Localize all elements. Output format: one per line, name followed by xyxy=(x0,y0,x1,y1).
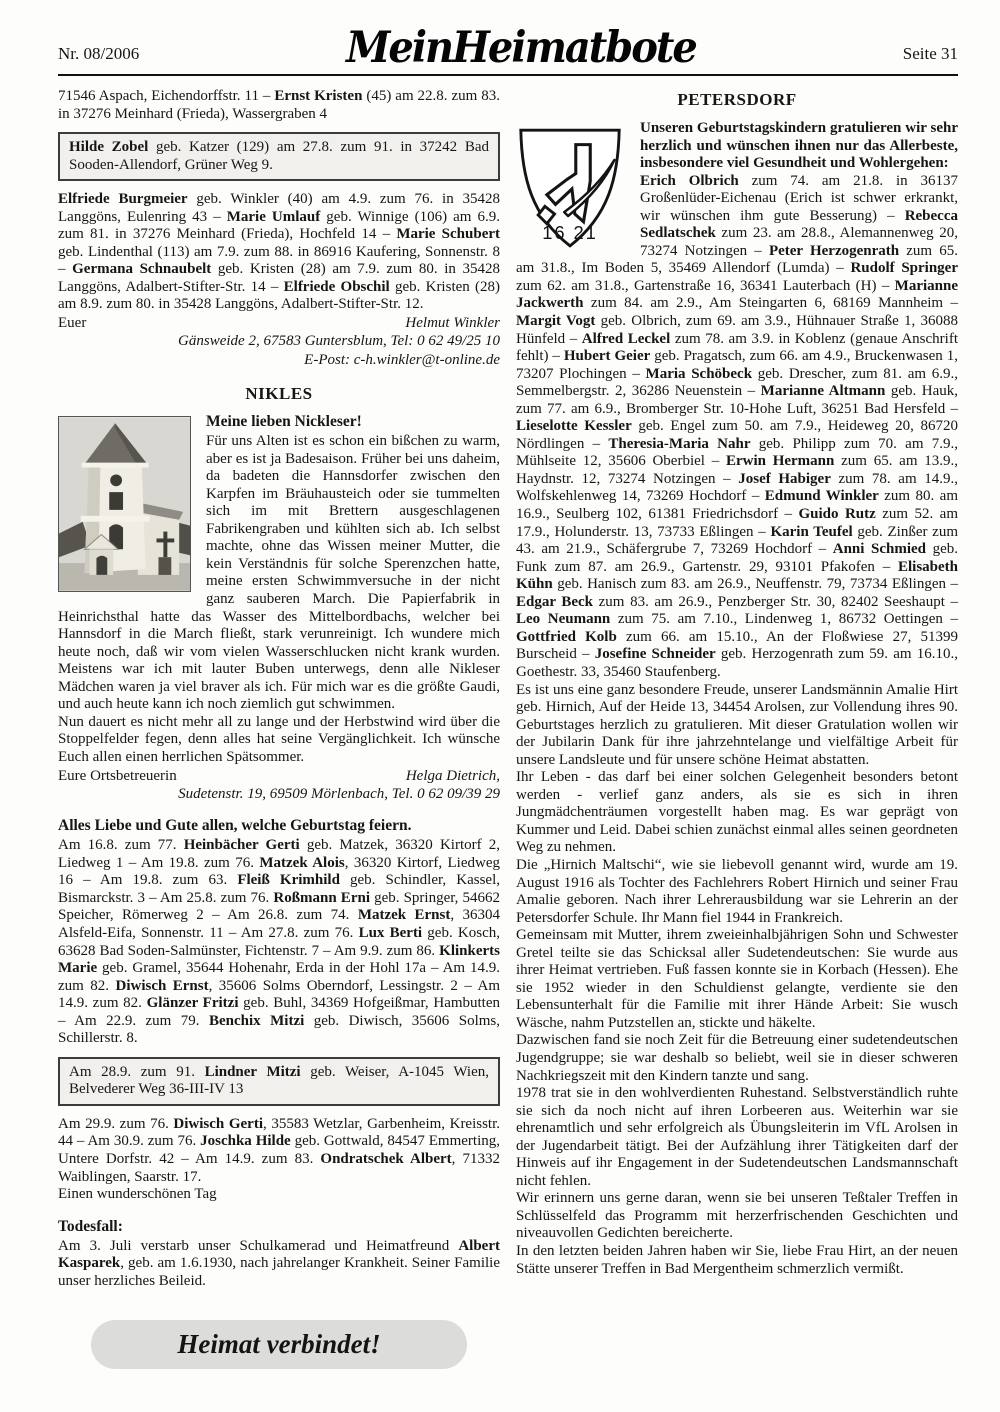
hirt-paragraph-6: 1978 trat sie in den wohlverdienten Ruhestand. Selbstverständlich ruhte sie sich da noch nicht auf ihren Lorbeeren aus. Weiterhin war sie ehrenamtlich und sehr erfolgreich als Übungsleiterin im VfL Arolsen in der Jugendarbeit tätigt. Bei der Aufzählung ihrer Tätigkeiten darf der Hinweis auf ihr Engagement in der Sudetendeutschen Landsmannschaft nicht fehlen. xyxy=(516,1085,958,1189)
hirt-paragraph-5: Dazwischen fand sie noch Zeit für die Betreuung einer sudetendeutschen Jugendgruppe; sie war deshalb so beliebt, weil sie in dieser schweren Nachkriegszeit mit den Kindern tanzte und sang. xyxy=(516,1032,958,1084)
carryover-paragraph: 71546 Aspach, Eichendorffstr. 11 – Ernst Kristen (45) am 22.8. zum 83. in 37276 Meinhard (Frieda), Wassergraben 4 xyxy=(58,88,501,122)
petersdorf-names-paragraph: Erich Olbrich zum 74. am 21.8. in 36137 Großenlüder-Eichenau (Erich ist schwer erkrankt, wir wünschen ihm gute Besserung) – Rebecca Sedlatschek zum 23. am 28.8., Alemannenweg 20, 73274 Notzingen – Peter Herzogenrath zum 65. am 31.8., Im Boden 5, 35469 Allendorf (Lumda) – Rudolf Springer zum 62. am 31.8., Gartenstraße 16, 36341 Lauterbach (H) – Marianne Jackwerth zum 84. am 2.9., Am Steingarten 6, 68169 Mannheim – Margit Vogt geb. Olbrich, zum 69. am 3.9., Hühnauer Straße 1, 36088 Hünfeld – Alfred Leckel zum 78. am 3.9. in Koblenz (genaue Anschrift fehlt) – Hubert Geier geb. Pragatsch, zum 66. am 4.9., Bruckenwasen 1, 73207 Plochingen – Maria Schöbeck geb. Drescher, zum 81. am 6.9., Semmelbergstr. 2, 36286 Neuenstein – Marianne Altmann geb. Hauk, zum 77. am 6.9., Bromberger Str. 10-Hohe Luft, 36251 Bad Hersfeld – Lieselotte Kessler geb. Engel zum 50. am 7.9., Heideweg 20, 86720 Nördlingen – Theresia-Maria Nahr geb. Philipp zum 70. am 7.9., Mühlseite 12, 35606 Oberbiel – Erwin Hermann zum 65. am 13.9., Haydnstr. 12, 73274 Notzingen – Josef Habiger zum 78. am 14.9., Wolfskehlenweg 14, 73269 Hochdorf – Edmund Winkler zum 80. am 16.9., Seulberg 102, 61381 Friedrichsdorf – Guido Rutz zum 52. am 17.9., Holunderstr. 13, 73733 Eßlingen – Karin Teufel geb. Zinßer zum 43. am 21.9., Schäfergrube 7, 73269 Hochdorf – Anni Schmied geb. Funk zum 87. am 26.9., Gartenstr. 29, 93101 Pfakofen – Elisabeth Kühn geb. Hanisch zum 83. am 26.9., Neuffenstr. 79, 73734 Eßlingen – Edgar Beck zum 83. am 26.9., Penzberger Str. 30, 82402 Seeshaupt – Leo Neumann zum 75. am 7.10., Lindenweg 1, 86732 Oettingen – Gottfried Kolb zum 66. am 15.10., An der Floßwiese 27, 51399 Burscheid – Josefine Schneider geb. Herzogenrath zum 59. am 16.10., Goethestr. 33, 35460 Staufenberg. xyxy=(516,172,959,680)
crest-year-label: 16 21 xyxy=(542,222,598,244)
nikles-section-heading: NIKLES xyxy=(245,383,313,403)
signature-name: Helmut Winkler xyxy=(405,315,500,332)
signature-block-winkler xyxy=(58,314,500,370)
petersdorf-intro: Unseren Geburtstagskindern gratulieren wir sehr herzlich und wünschen ihnen nur das Allerbeste, insbesondere viel Gesundheit und Wohlergehen: xyxy=(640,120,958,172)
birthday-closing: Einen wunderschönen Tag xyxy=(58,1186,217,1203)
hirt-paragraph-3: Die „Hirnich Maltschi“, wie sie liebevoll genannt wird, wurde am 19. August 1916 als Tochter des Fachlehrers Robert Hirnich und seiner Frau Amalie geboren. Nach ihrer Lehrerausbildung war sie Lehrerin an der Petersdorfer Schule. Ihr Mann fiel 1944 in Frankreich. xyxy=(516,856,958,926)
death-paragraph: Am 3. Juli verstarb unser Schulkamerad und Heimatfreund Albert Kasparek, geb. am 1.6.1930, nach jahrelanger Krankheit. Seiner Familie unser herzliches Beileid. xyxy=(58,1237,500,1289)
heimat-banner: Heimat verbindet! xyxy=(91,1320,467,1369)
burgmeier-paragraph: Elfriede Burgmeier geb. Winkler (40) am 4.9. zum 76. in 35428 Langgöns, Eulenring 43 – Marie Umlauf geb. Winnige (106) am 6.9. zum 81. in 37276 Meinhard (Frieda), Hochfeld 14 – Marie Schubert geb. Lindenthal (113) am 7.9. zum 88. in 86916 Kaufering, Sonnenstr. 8 – Germana Schnaubelt geb. Kristen (28) am 7.9. zum 80. in 35428 Langgöns, Adalbert-Stifter-Str. 14 – Elfriede Obschil geb. Kristen (28) am 8.9. zum 80. in 35428 Langgöns, Adalbert-Stifter-Str. 12. xyxy=(58,191,501,313)
signature-address: Gänsweide 2, 67583 Guntersblum, Tel: 0 62 49/25 10 xyxy=(178,333,500,350)
hirt-paragraph-7: Wir erinnern uns gerne daran, wenn sie bei unseren Teßtaler Treffen in Schlüsselfeld das Programm mit herzerfrischenden Geschichten und niveauvollen Gedichten bereicherte. xyxy=(516,1190,958,1242)
signature-prefix: Eure Ortsbetreuerin xyxy=(58,767,177,784)
petersdorf-article xyxy=(516,120,958,682)
zobel-box-text: Hilde Zobel geb. Katzer (129) am 27.8. zum 91. in 37242 Bad Sooden-Allendorf, Grüner Weg 9. xyxy=(69,139,489,173)
lindner-box-text: Am 28.9. zum 91. Lindner Mitzi geb. Weiser, A-1045 Wien, Belvederer Weg 36-III-IV 13 xyxy=(69,1063,490,1098)
petersdorf-heading: PETERSDORF xyxy=(677,90,797,109)
hirt-paragraph-2: Ihr Leben - das darf bei einer solchen Gelegenheit besonders betont werden - verlief ganz anders, als sie es sich in ihren Jungmädchenträumen vorgestellt haben mag. Es war geprägt von Kummer und Leid. Dabei schien zunächst einmal alles seinen geordneten Weg zu nehmen. xyxy=(516,769,958,856)
nikles-body: Für uns Alten ist es schon ein bißchen zu warm, aber es ist ja Badesaison. Früher bei uns daheim, da badeten die Hannsdorfer zwischen den Karpfen im Bräuhausteich oder sie tummelten sich im mit Brettern ausgeschlagenen Fabrikengraben und kühlten sich ab. Ich selbst machte, ohne das Wissen meiner Mutter, die kein Verständnis für solche Sperenzchen hatte, meine ersten Schwimmversuche in der nicht ganz sauberen March. Die Papierfabrik in Heinrichsthal hatte das Wasser des Mittelbordbachs, welcher bei Hannsdorf in die March fließt, stark verunreinigt. Ich wundere mich heute noch, daß wir vom vielen Wasserschlucken nicht krank wurden. Meistens war ich mit lauter Buben unterwegs, denn alle Nikleser Mädchen waren ja viel braver als ich. Für mich war es die größte Gaudi, und auch heute kann ich noch ziemlich gut schwimmen. xyxy=(58,433,500,713)
left-column xyxy=(58,88,500,1369)
right-column xyxy=(516,88,958,1369)
nikles-body-2: Nun dauert es nicht mehr all zu lange und der Herbstwind wird über die Stoppelfelder fegen, denn alles hat seine Vergänglichkeit. Ich wünsche Euch allen einen herrlichen Spätsommer. xyxy=(58,713,500,765)
birthday-paragraph: Am 16.8. zum 77. Heinbächer Gerti geb. Matzek, 36320 Kirtorf 2, Liedweg 1 – Am 19.8. zum 76. Matzek Alois, 36320 Kirtorf, Liedweg 16 – Am 19.8. zum 63. Fleiß Krimhild geb. Schindler, Kassel, Bismarckstr. 3 – Am 25.8. zum 76. Roßmann Erni geb. Springer, 54662 Speicher, Römerweg 2 – Am 26.8. zum 74. Matzek Ernst, 36304 Alsfeld-Eifa, Sonnenstr. 11 – Am 27.8. zum 76. Lux Berti geb. Kosch, 63628 Bad Soden-Salmünster, Fichtenstr. 7 – Am 9.9. zum 86. Klinkerts Marie geb. Gramel, 35644 Hohenahr, Erda in der Hohl 17a – Am 14.9. zum 82. Diwisch Ernst, 35606 Solms Oberndorf, Lessingstr. 2 – Am 14.9. zum 82. Glänzer Fritzi geb. Buhl, 34369 Hofgeißmar, Hambutten – Am 22.9. zum 79. Benchix Mitzi geb. Diwisch, 35606 Solms, Schillerstr. 8. xyxy=(58,837,501,1047)
page-number: Seite 31 xyxy=(902,44,958,63)
masthead-title: MeinHeimatbote xyxy=(346,22,696,73)
highlight-box-zobel xyxy=(58,132,500,181)
page-header xyxy=(58,22,958,76)
signature-name: Helga Dietrich, xyxy=(405,767,500,784)
signature-prefix: Euer xyxy=(58,315,87,332)
issue-number: Nr. 08/2006 xyxy=(58,44,140,63)
birthday-paragraph-2: Am 29.9. zum 76. Diwisch Gerti, 35583 Wetzlar, Garbenheim, Kreisstr. 44 – Am 30.9. zum 76. Joschka Hilde geb. Gottwald, 84547 Emmerting, Untere Dorfstr. 42 – Am 14.9. zum 83. Ondratschek Albert, 71332 Waiblingen, Saarstr. 17. xyxy=(58,1115,501,1185)
petersdorf-crest xyxy=(516,124,624,252)
hirt-paragraph-8: In den letzten beiden Jahren haben wir Sie, liebe Frau Hirt, an der neuen Stätte unserer Treffen in Bad Mergentheim schmerzlich vermißt. xyxy=(516,1243,958,1277)
death-heading: Todesfall: xyxy=(58,1217,123,1235)
signature-address: Sudetenstr. 19, 69509 Mörlenbach, Tel. 0 62 09/39 29 xyxy=(178,785,500,802)
church-photo xyxy=(58,416,191,592)
columns xyxy=(58,76,958,1369)
hirt-paragraph-4: Gemeinsam mit Mutter, ihrem zweieinhalbjährigen Sohn und Schwester Gretel teilte sie das Schicksal aller Sudetendeutschen: Sie wurde aus ihrer Heimat vertrieben. Fuß fassen konnte sie in Korbach (Hessen). Ehe sie 1952 wieder in den Schuldienst gelangte, verdiente sie den Lebensunterhalt für die Familie mit ihrer Hände Arbeit: Sie wusch Wäsche, nahm Putzstellen an, stickte und häkelte. xyxy=(516,927,958,1031)
signature-email: E-Post: c-h.winkler@t-online.de xyxy=(304,351,500,368)
nikles-salutation: Meine lieben Nickleser! xyxy=(206,412,362,430)
signature-block-dietrich xyxy=(58,767,500,804)
nikles-article xyxy=(58,413,500,804)
hirt-paragraph-1: Es ist uns eine ganz besondere Freude, unserer Landsmännin Amalie Hirt geb. Hirnich, Auf der Heide 13, 34454 Arolsen, zur Vollendung ihres 90. Geburtstages herzlich zu gratulieren. Mit dieser Gratulation wollen wir der Jubilarin Dank für ihre jahrzehntelange und vielfältige Arbeit für unsere Landsleute und für unsere schöne Heimat abstatten. xyxy=(516,681,958,768)
highlight-box-lindner xyxy=(58,1057,500,1106)
birthday-heading: Alles Liebe und Gute allen, welche Geburtstag feiern. xyxy=(58,817,412,835)
